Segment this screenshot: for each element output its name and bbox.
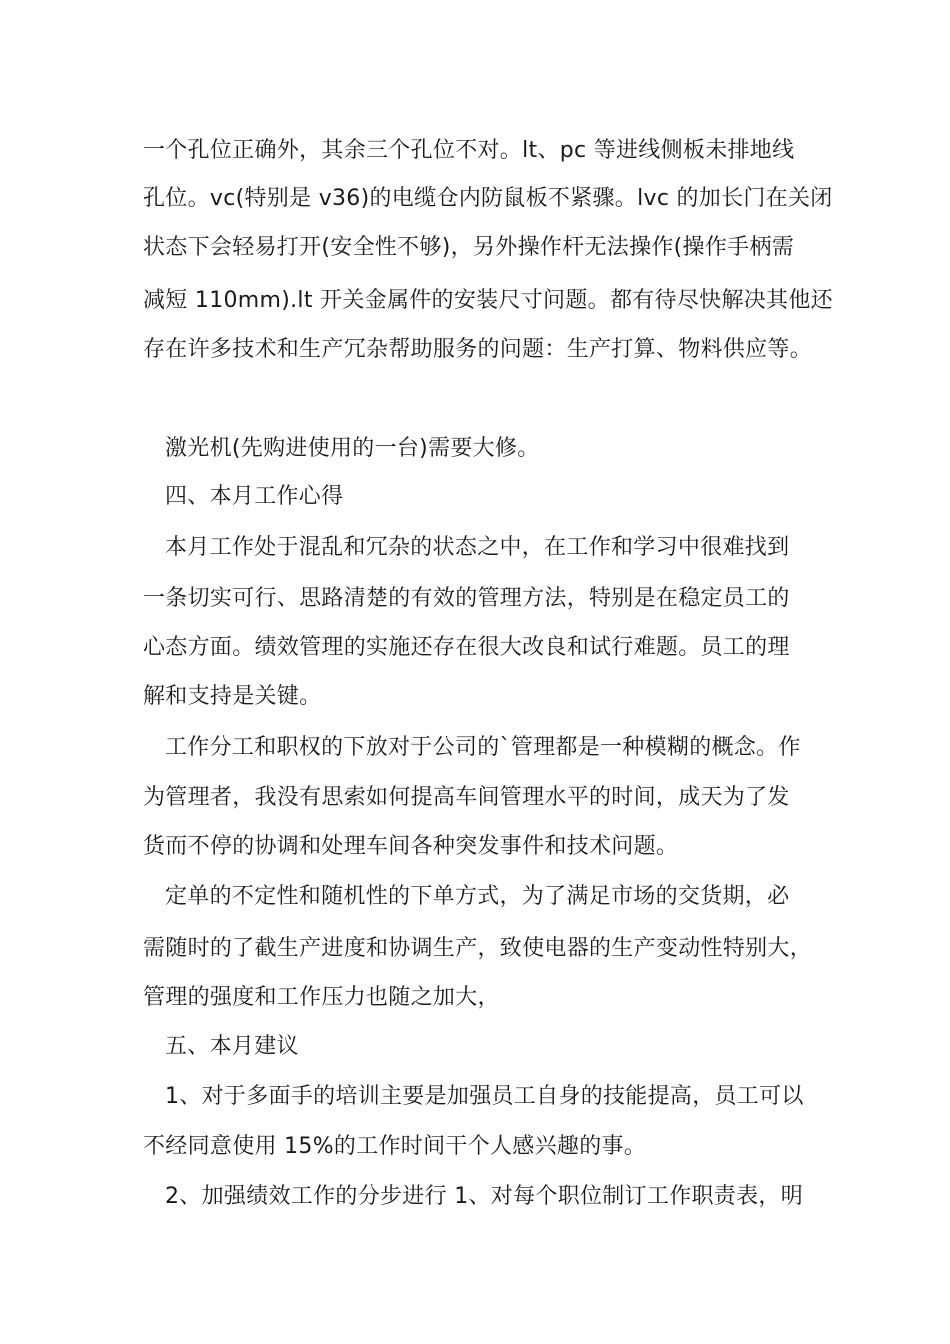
paragraph-first-line: 定单的不定性和随机性的下单方式，为了满足市场的交货期，必 (165, 884, 790, 909)
list-item-first-line: 2、加强绩效工作的分步进行 1、对每个职位制订工作职责表，明 (165, 1184, 803, 1209)
text-line: 心态方面。绩效管理的实施还存在很大改良和试行难题。员工的理 (143, 635, 790, 660)
section-heading: 五、本月建议 (165, 1034, 299, 1059)
list-item-first-line: 1、对于多面手的培训主要是加强员工自身的技能提高，员工可以 (165, 1084, 804, 1109)
text-line: 状态下会轻易打开(安全性不够)，另外操作杆无法操作(操作手柄需 (143, 235, 795, 260)
text-line: 孔位。vc(特别是 v36)的电缆仓内防鼠板不紧骤。lvc 的加长门在关闭 (143, 186, 833, 211)
text-line: 为管理者，我没有思索如何提高车间管理水平的时间，成天为了发 (143, 785, 790, 810)
text-line: 不经同意使用 15%的工作时间干个人感兴趣的事。 (143, 1134, 647, 1159)
paragraph-first-line: 本月工作处于混乱和冗杂的状态之中，在工作和学习中很难找到 (165, 535, 790, 560)
text-line: 货而不停的协调和处理车间各种突发事件和技术问题。 (143, 834, 679, 859)
text-line: 一条切实可行、思路清楚的有效的管理方法，特别是在稳定员工的 (143, 586, 790, 611)
text-line: 解和支持是关键。 (143, 684, 322, 709)
section-heading: 四、本月工作心得 (165, 484, 344, 509)
text-line: 存在许多技术和生产冗杂帮助服务的问题：生产打算、物料供应等。 (143, 337, 813, 362)
paragraph-first-line: 工作分工和职权的下放对于公司的`管理都是一种模糊的概念。作 (165, 735, 801, 760)
text-line: 一个孔位正确外，其余三个孔位不对。lt、pc 等进线侧板未排地线 (143, 138, 795, 163)
text-line: 管理的强度和工作压力也随之加大， (143, 985, 500, 1010)
text-line: 减短 110mm).lt 开关金属件的安装尺寸问题。都有待尽快解决其他还 (143, 288, 833, 313)
paragraph-line: 激光机(先购进使用的一台)需要大修。 (165, 436, 540, 461)
text-line: 需随时的了截生产进度和协调生产，致使电器的生产变动性特别大， (143, 936, 813, 961)
